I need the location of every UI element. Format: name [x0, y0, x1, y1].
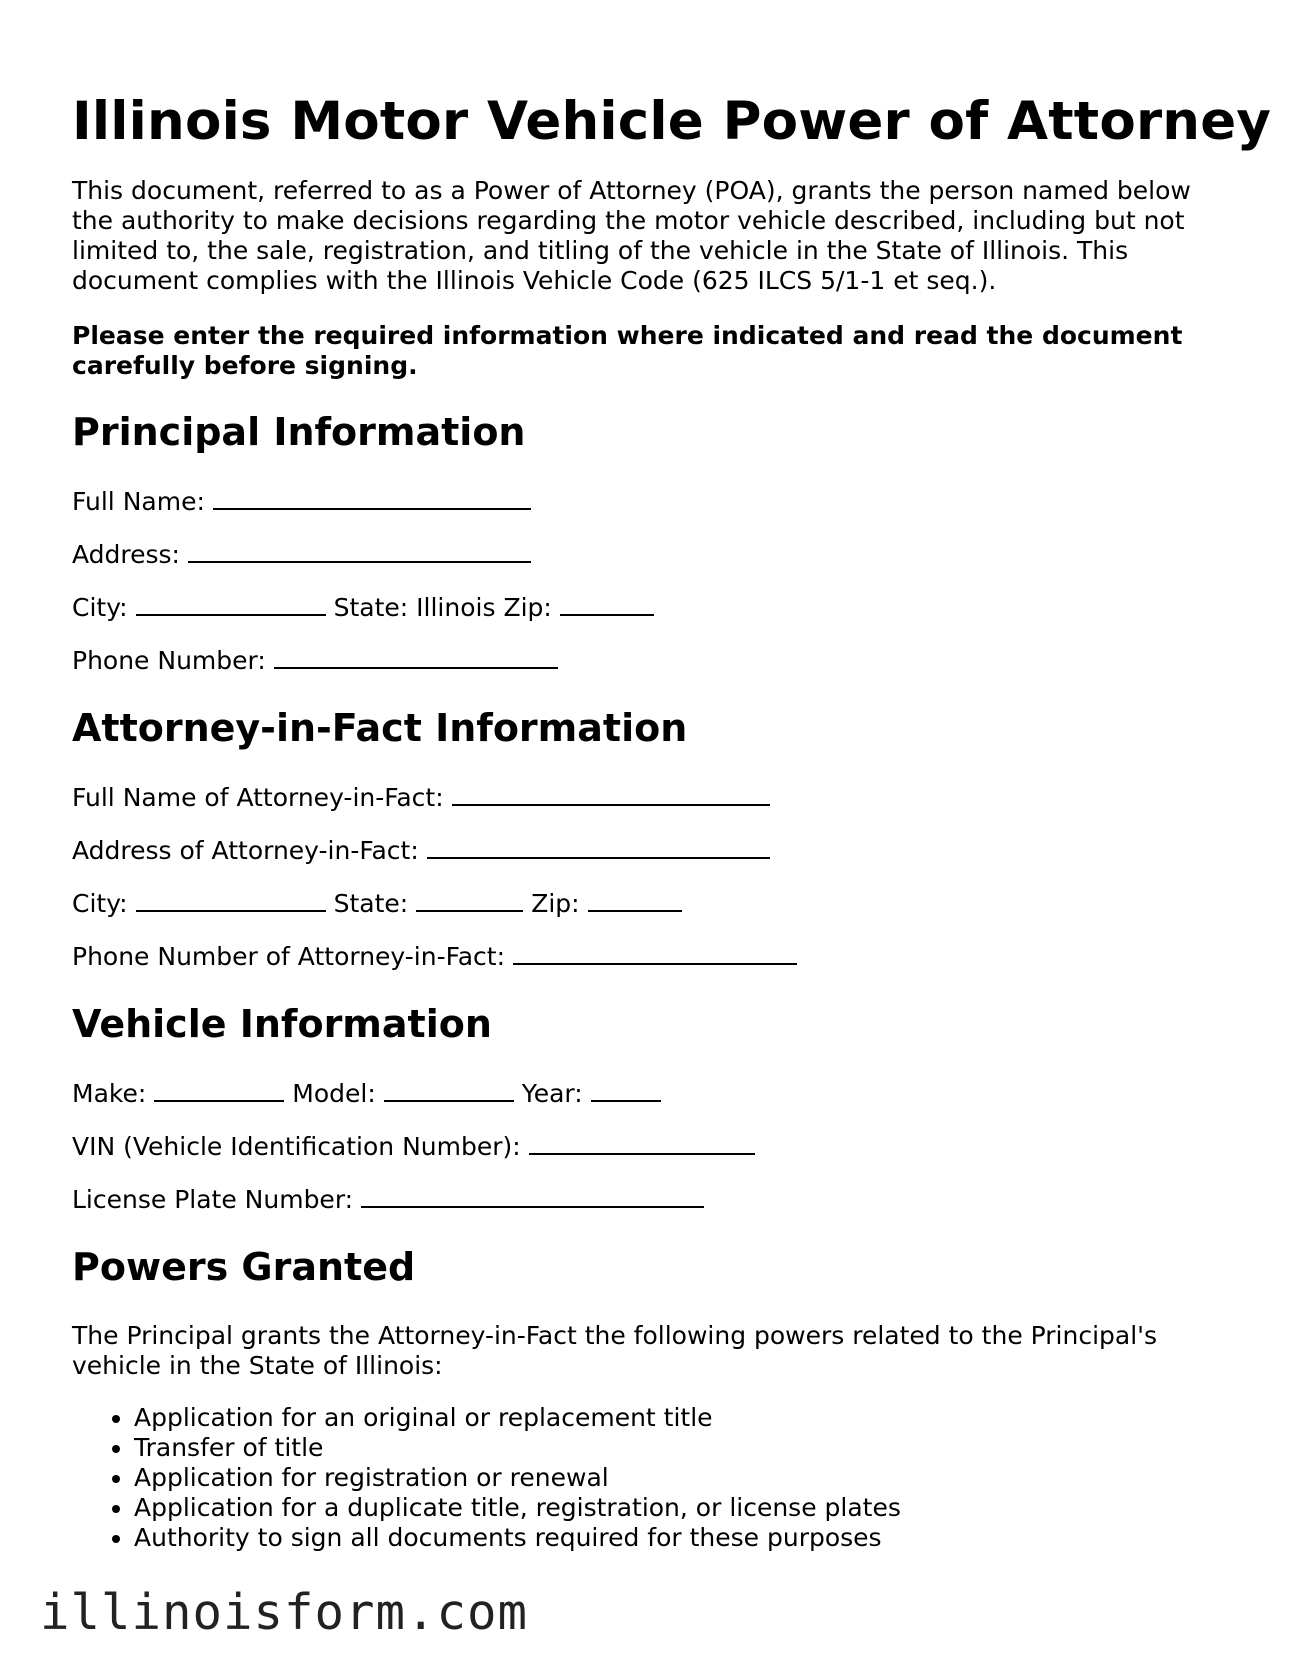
attorney-city-label: City:: [72, 889, 128, 918]
site-watermark: illinoisform.com: [40, 1584, 529, 1641]
principal-phone-label: Phone Number:: [72, 646, 266, 675]
principal-city-field[interactable]: [136, 592, 326, 616]
attorney-full-name-label: Full Name of Attorney-in-Fact:: [72, 783, 444, 812]
principal-full-name-label: Full Name:: [72, 487, 205, 516]
principal-city-label: City:: [72, 593, 128, 622]
powers-intro: The Principal grants the Attorney-in-Fact the following powers related to the Principal's vehicle in the State of Illinois:: [72, 1321, 1158, 1380]
principal-heading: Principal Information: [72, 410, 526, 454]
principal-state-label: State: Illinois: [333, 593, 496, 622]
principal-full-name-field[interactable]: [213, 486, 531, 510]
attorney-address-field[interactable]: [427, 835, 770, 859]
principal-phone-row: [72, 645, 1232, 676]
vehicle-vin-label: VIN (Vehicle Identification Number):: [72, 1132, 521, 1161]
powers-list: [72, 1403, 1232, 1553]
attorney-full-name-row: [72, 782, 1232, 813]
principal-city-state-zip-row: [72, 592, 1232, 623]
vehicle-heading: Vehicle Information: [72, 1002, 492, 1046]
vehicle-year-field[interactable]: [591, 1078, 661, 1102]
principal-phone-field[interactable]: [274, 645, 558, 669]
attorney-phone-label: Phone Number of Attorney-in-Fact:: [72, 942, 505, 971]
vehicle-model-label: Model:: [292, 1079, 376, 1108]
attorney-address-row: [72, 835, 1232, 866]
principal-section: [72, 409, 1232, 676]
vehicle-vin-row: [72, 1131, 1232, 1162]
powers-heading: Powers Granted: [72, 1245, 416, 1289]
vehicle-vin-field[interactable]: [529, 1131, 755, 1155]
principal-address-label: Address:: [72, 540, 180, 569]
attorney-state-field[interactable]: [416, 888, 523, 912]
list-item: • Application for registration or renewal: [134, 1463, 1232, 1493]
vehicle-model-field[interactable]: [384, 1078, 514, 1102]
attorney-full-name-field[interactable]: [452, 782, 770, 806]
list-item: • Application for a duplicate title, registration, or license plates: [134, 1493, 1232, 1523]
attorney-phone-field[interactable]: [513, 941, 797, 965]
attorney-zip-label: Zip:: [531, 889, 580, 918]
principal-address-field[interactable]: [188, 539, 531, 563]
vehicle-plate-label: License Plate Number:: [72, 1185, 354, 1214]
vehicle-make-field[interactable]: [154, 1078, 284, 1102]
vehicle-make-label: Make:: [72, 1079, 147, 1108]
principal-full-name-row: [72, 486, 1232, 517]
attorney-phone-row: [72, 941, 1232, 972]
vehicle-plate-field[interactable]: [361, 1184, 704, 1208]
vehicle-year-label: Year:: [521, 1079, 583, 1108]
vehicle-make-model-year-row: [72, 1078, 1232, 1109]
intro-paragraph: This document, referred to as a Power of Attorney (POA), grants the person named below the authority to make decisions regarding the motor vehicle described, including but not limited to, the sale, registration, and titling of the vehicle in the State of Illinois. This document complies with the Illinois Vehicle Code (625 ILCS 5/1-1 et seq.).: [72, 176, 1191, 295]
vehicle-section: [72, 1001, 1232, 1215]
attorney-zip-field[interactable]: [588, 888, 682, 912]
instructions-notice: Please enter the required information where indicated and read the document carefully before signing.: [72, 321, 1183, 380]
attorney-city-state-zip-row: [72, 888, 1232, 919]
attorney-city-field[interactable]: [136, 888, 326, 912]
attorney-section: [72, 705, 1232, 972]
vehicle-plate-row: [72, 1184, 1232, 1215]
list-item: • Authority to sign all documents required for these purposes: [134, 1523, 1232, 1553]
list-item: • Transfer of title: [134, 1433, 1232, 1463]
document-title: Illinois Motor Vehicle Power of Attorney: [72, 91, 1272, 152]
attorney-heading: Attorney-in-Fact Information: [72, 706, 688, 750]
principal-zip-label: Zip:: [503, 593, 552, 622]
principal-address-row: [72, 539, 1232, 570]
document-page: [72, 0, 1272, 1553]
principal-zip-field[interactable]: [560, 592, 654, 616]
powers-section: [72, 1244, 1232, 1553]
attorney-address-label: Address of Attorney-in-Fact:: [72, 836, 419, 865]
list-item: • Application for an original or replacement title: [134, 1403, 1232, 1433]
attorney-state-label: State:: [333, 889, 409, 918]
